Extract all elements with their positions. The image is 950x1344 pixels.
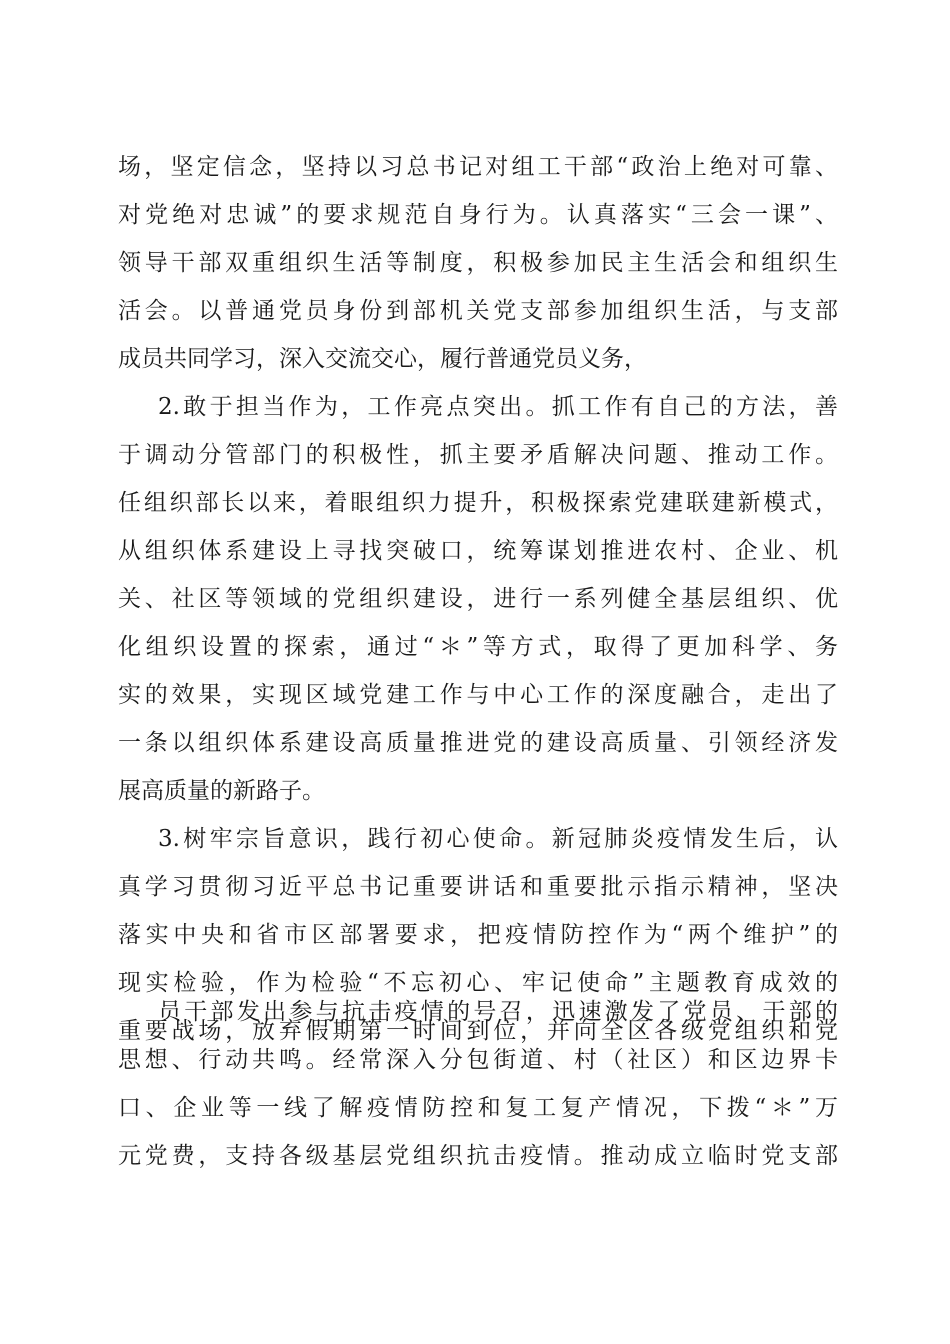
text-line: 关、社区等领域的党组织建设，进行一系列健全基层组织、优 [118,586,838,612]
text-line: 实的效果，实现区域党建工作与中心工作的深度融合，走出了 [118,682,838,708]
text-line: 员干部发出参与抗击疫情的号召，迅速激发了党员、干部的 [158,999,838,1025]
text-line: 展高质量的新路子。 [118,778,325,804]
paragraph-2 [118,383,838,815]
paragraph-4 [118,988,838,1180]
text-line: 领导干部双重组织生活等制度，积极参加民主生活会和组织生 [118,250,838,276]
text-line: 落实中央和省市区部署要求，把疫情防控作为“两个维护”的 [118,922,838,948]
text-line: 从组织体系建设上寻找突破口，统筹谋划推进农村、企业、机 [118,538,838,564]
text-line: 口、企业等一线了解疫情防控和复工复产情况，下拨“＊”万 [118,1095,838,1121]
text-line: 3.树牢宗旨意识，践行初心使命。新冠肺炎疫情发生后，认 [158,826,838,852]
text-line: 于调动分管部门的积极性，抓主要矛盾解决问题、推动工作。 [118,442,838,468]
text-line: 场，坚定信念，坚持以习总书记对组工干部“政治上绝对可靠、 [118,154,838,180]
text-line: 一条以组织体系建设高质量推进党的建设高质量、引领经济发 [118,730,838,756]
text-line: 2.敢于担当作为，工作亮点突出。抓工作有自己的方法，善 [158,394,838,420]
text-line: 重要战场，放弃假期第一时间到位，并向全区各级党组织和党 [118,1018,838,1044]
text-line: 化组织设置的探索，通过“＊”等方式，取得了更加科学、务 [118,634,838,660]
text-line: 现实检验，作为检验“不忘初心、牢记使命”主题教育成效的 [118,970,838,996]
text-line: 活会。以普通党员身份到部机关党支部参加组织生活，与支部 [118,298,838,324]
text-line: 思想、行动共鸣。经常深入分包街道、村（社区）和区边界卡 [118,1047,838,1073]
text-line: 成员共同学习，深入交流交心，履行普通党员义务， [118,346,647,372]
text-line: 任组织部长以来，着眼组织力提升，积极探索党建联建新模式， [118,490,838,516]
paragraph-1 [118,143,838,383]
text-line: 元党费，支持各级基层党组织抗击疫情。推动成立临时党支部 [118,1143,838,1169]
text-line: 对党绝对忠诚”的要求规范自身行为。认真落实“三会一课”、 [118,202,838,228]
text-line: 真学习贯彻习近平总书记重要讲话和重要批示指示精神，坚决 [118,874,838,900]
